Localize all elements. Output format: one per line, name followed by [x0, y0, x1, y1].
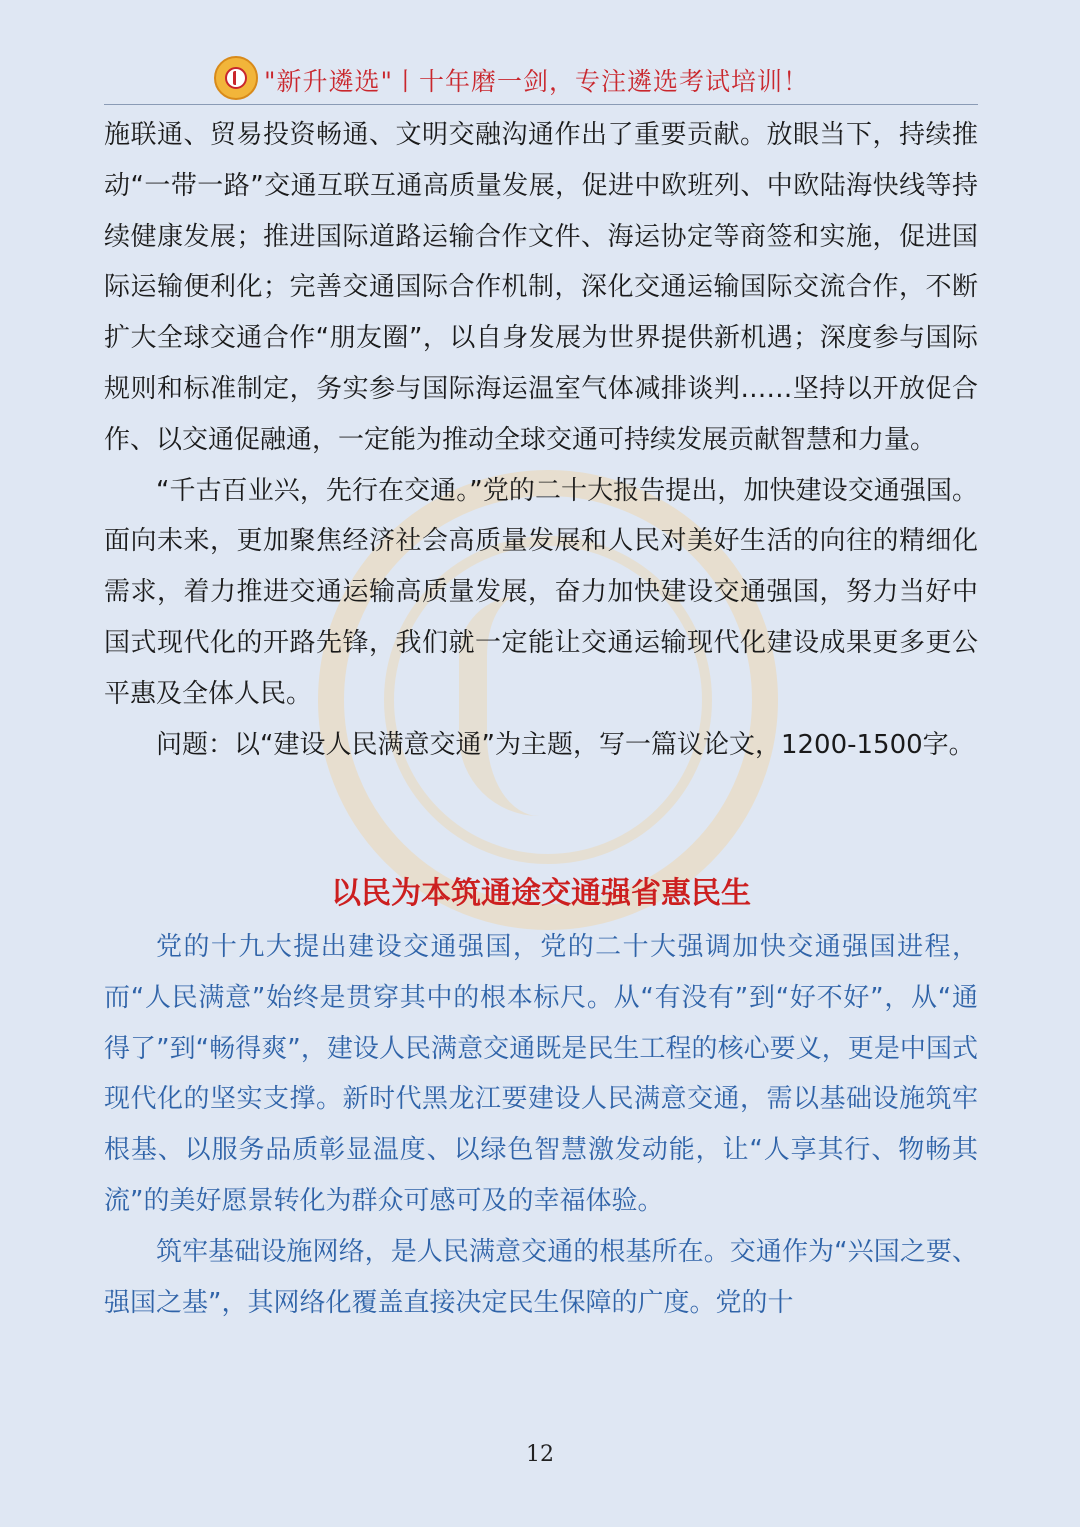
material-text	[104, 110, 978, 770]
essay-title: 以民为本筑通途交通强省惠民生	[331, 876, 751, 911]
material-paragraph: “千古百业兴，先行在交通。”党的二十大报告提出，加快建设交通强国。面向未来，更加聚焦经济社会高质量发展和人民对美好生活的向往的精细化需求，着力推进交通运输高质量发展，奋力加快建设交通强国，努力当好中国式现代化的开路先锋，我们就一定能让交通运输现代化建设成果更多更公平惠及全体人民。	[104, 475, 978, 709]
essay-text	[104, 922, 978, 1328]
header-slogan: "新升遴选"丨十年磨一剑，专注遴选考试培训！	[264, 67, 809, 96]
logo-inner	[225, 67, 247, 89]
page-header	[104, 52, 978, 105]
seal-logo-icon	[214, 56, 258, 100]
essay-paragraph: 党的十九大提出建设交通强国，党的二十大强调加快交通强国进程，而“人民满意”始终是贯穿其中的根本标尺。从“有没有”到“好不好”，从“通得了”到“畅得爽”，建设人民满意交通既是民生工程的核心要义，更是中国式现代化的坚实支撑。新时代黑龙江要建设人民满意交通，需以基础设施筑牢根基、以服务品质彰显温度、以绿色智慧激发动能，让“人享其行、物畅其流”的美好愿景转化为群众可感可及的幸福体验。	[104, 932, 978, 1216]
page-number: 12	[526, 1442, 554, 1467]
logo-mark	[233, 71, 242, 85]
question-paragraph: 问题：以“建设人民满意交通”为主题，写一篇议论文，1200-1500字。	[156, 729, 975, 760]
essay-paragraph: 筑牢基础设施网络，是人民满意交通的根基所在。交通作为“兴国之要、强国之基”，其网络化覆盖直接决定民生保障的广度。党的十	[104, 1236, 978, 1318]
material-paragraph: 施联通、贸易投资畅通、文明交融沟通作出了重要贡献。放眼当下，持续推动“一带一路”交通互联互通高质量发展，促进中欧班列、中欧陆海快线等持续健康发展；推进国际道路运输合作文件、海运协定等商签和实施，促进国际运输便利化；完善交通国际合作机制，深化交通运输国际交流合作，不断扩大全球交通合作“朋友圈”，以自身发展为世界提供新机遇；深度参与国际规则和标准制定，务实参与国际海运温室气体减排谈判……坚持以开放促合作、以交通促融通，一定能为推动全球交通可持续发展贡献智慧和力量。	[104, 120, 978, 455]
